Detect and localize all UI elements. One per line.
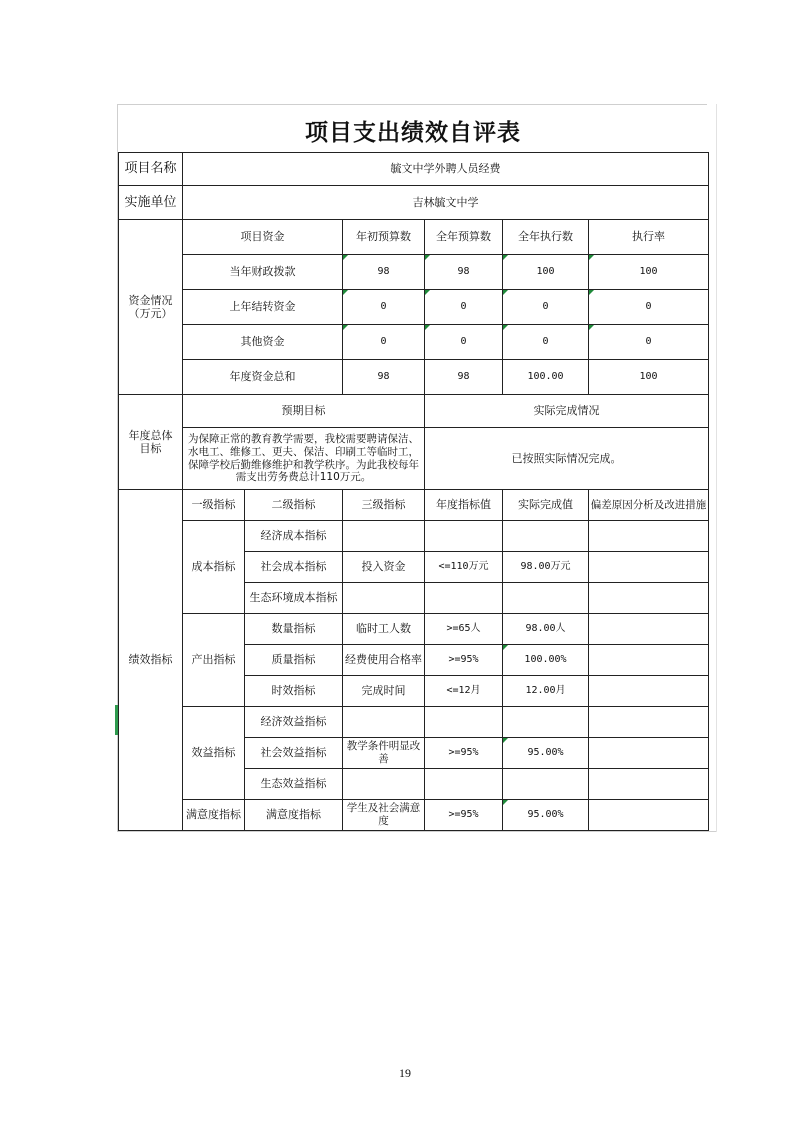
perf-header-level3: 三级指标 [343,490,425,521]
perf-note [589,800,709,831]
perf-level1-output: 产出指标 [183,614,245,707]
perf-header-level2: 二级指标 [245,490,343,521]
goals-actual-text: 已按照实际情况完成。 [425,428,709,490]
perf-actual: 12.00月 [503,676,589,707]
perf-actual [503,583,589,614]
perf-actual [503,521,589,552]
funding-row-name: 上年结转资金 [183,290,343,325]
funding-side-label: 资金情况 （万元） [119,220,183,395]
perf-target: <=110万元 [425,552,503,583]
page-number: 19 [399,1066,411,1080]
goals-expected-text: 为保障正常的教育教学需要，我校需要聘请保洁、水电工、维修工、更夫、保洁、印刷工等临时工，保障学校后勤维修维护和教学秩序。为此我校每年需支出劳务费总计110万元。 [183,428,425,490]
perf-level2: 生态环境成本指标 [245,583,343,614]
perf-level3: 经费使用合格率 [343,645,425,676]
goals-actual-header: 实际完成情况 [425,395,709,428]
perf-actual: 100.00% [503,645,589,676]
funding-value: 98 [343,360,425,395]
perf-level1-benefit: 效益指标 [183,707,245,800]
funding-value: 98 [425,360,503,395]
perf-target: >=65人 [425,614,503,645]
perf-actual: 98.00人 [503,614,589,645]
funding-value: 100.00 [503,360,589,395]
perf-level3 [343,521,425,552]
perf-level1-cost: 成本指标 [183,521,245,614]
perf-level2: 质量指标 [245,645,343,676]
funding-header-rate: 执行率 [589,220,709,255]
funding-value: 100 [589,255,709,290]
perf-level2: 社会效益指标 [245,738,343,769]
perf-actual: 98.00万元 [503,552,589,583]
funding-value: 100 [589,360,709,395]
funding-row-name: 当年财政拨款 [183,255,343,290]
perf-actual [503,707,589,738]
perf-header-deviation: 偏差原因分析及改进措施 [589,490,709,521]
unit-value: 吉林毓文中学 [183,186,709,220]
funding-row-name: 其他资金 [183,325,343,360]
perf-level2: 时效指标 [245,676,343,707]
perf-note [589,645,709,676]
perf-level3: 教学条件明显改善 [343,738,425,769]
funding-row-name: 年度资金总和 [183,360,343,395]
table-title: 项目支出绩效自评表 [305,119,521,146]
funding-value: 0 [343,290,425,325]
funding-value: 0 [589,290,709,325]
funding-header-source: 项目资金 [183,220,343,255]
funding-value: 0 [503,290,589,325]
funding-value: 98 [343,255,425,290]
perf-level2: 数量指标 [245,614,343,645]
perf-level2: 经济成本指标 [245,521,343,552]
perf-level2: 生态效益指标 [245,769,343,800]
perf-level1-satisfaction: 满意度指标 [183,800,245,831]
perf-target [425,521,503,552]
goals-side-label: 年度总体 目标 [119,395,183,490]
perf-note [589,552,709,583]
funding-header-executed: 全年执行数 [503,220,589,255]
perf-level3: 学生及社会满意度 [343,800,425,831]
perf-note [589,738,709,769]
perf-note [589,707,709,738]
project-name-label: 项目名称 [119,153,183,186]
project-name-value: 毓文中学外聘人员经费 [183,153,709,186]
perf-target: >=95% [425,738,503,769]
funding-value: 100 [503,255,589,290]
perf-level3: 临时工人数 [343,614,425,645]
perf-actual: 95.00% [503,738,589,769]
perf-level3 [343,707,425,738]
funding-value: 0 [343,325,425,360]
perf-level3: 完成时间 [343,676,425,707]
perf-actual [503,769,589,800]
funding-value: 0 [503,325,589,360]
sheet-border-bottom [117,831,717,832]
perf-note [589,676,709,707]
goals-expected-header: 预期目标 [183,395,425,428]
funding-value: 0 [589,325,709,360]
perf-header-target: 年度指标值 [425,490,503,521]
perf-note [589,614,709,645]
perf-level3 [343,769,425,800]
perf-target: >=95% [425,800,503,831]
funding-value: 0 [425,325,503,360]
perf-target: >=95% [425,645,503,676]
perf-note [589,521,709,552]
funding-header-initial: 年初预算数 [343,220,425,255]
unit-label: 实施单位 [119,186,183,220]
perf-target: <=12月 [425,676,503,707]
perf-target [425,707,503,738]
funding-header-annual: 全年预算数 [425,220,503,255]
perf-level2: 经济效益指标 [245,707,343,738]
perf-level2: 社会成本指标 [245,552,343,583]
perf-header-actual: 实际完成值 [503,490,589,521]
perf-note [589,769,709,800]
sheet-border-top [117,104,707,105]
perf-level3: 投入资金 [343,552,425,583]
perf-header-level1: 一级指标 [183,490,245,521]
funding-value: 98 [425,255,503,290]
perf-target [425,769,503,800]
perf-note [589,583,709,614]
self-evaluation-table [118,152,709,831]
perf-level2: 满意度指标 [245,800,343,831]
performance-side-label: 绩效指标 [119,490,183,831]
sheet-border-right [716,104,717,832]
perf-level3 [343,583,425,614]
perf-actual: 95.00% [503,800,589,831]
perf-target [425,583,503,614]
funding-value: 0 [425,290,503,325]
